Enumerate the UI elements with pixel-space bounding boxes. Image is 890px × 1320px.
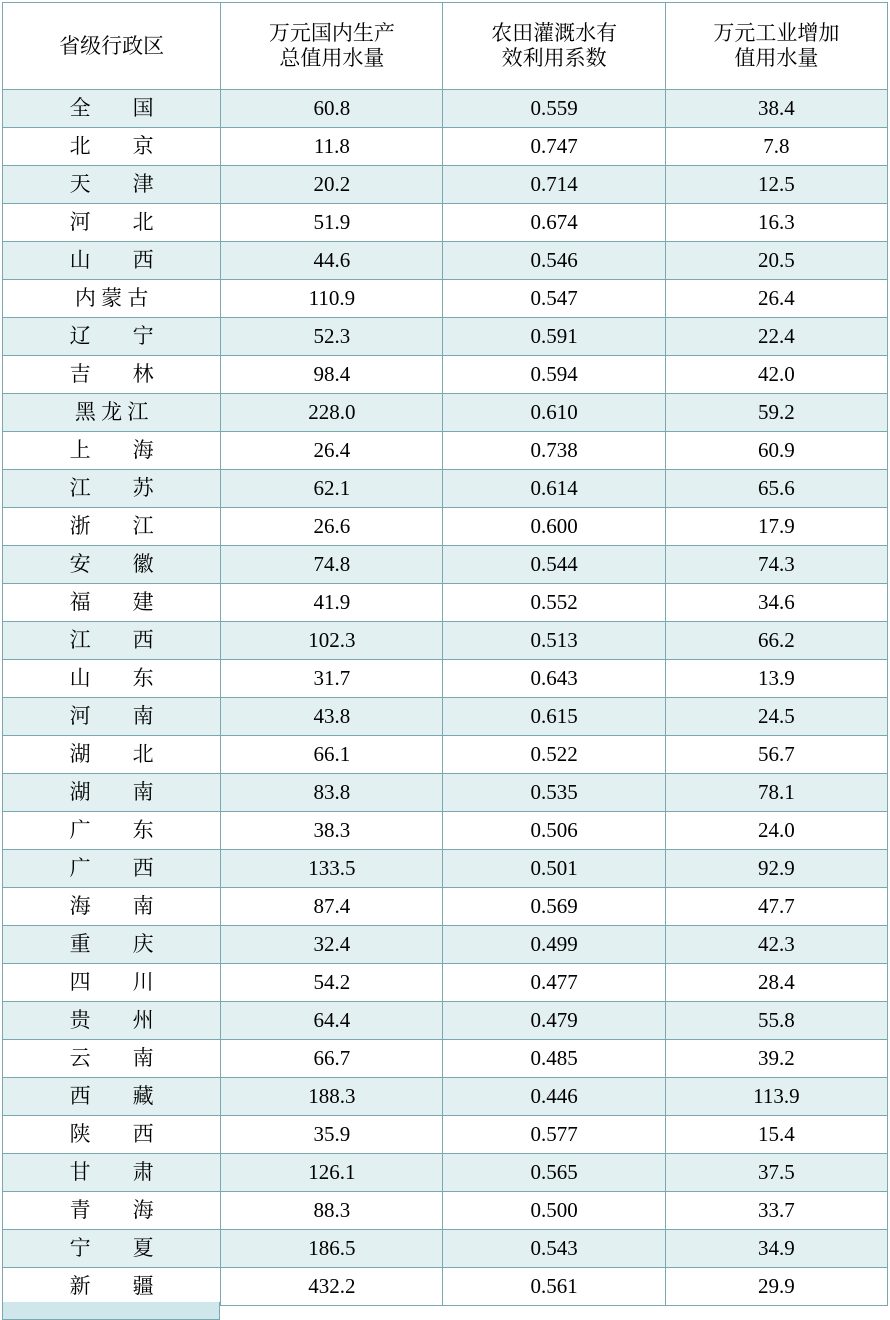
cell-gdp-water: 44.6: [221, 242, 443, 280]
cell-irrigation-coef: 0.600: [443, 508, 665, 546]
cell-irrigation-coef: 0.565: [443, 1154, 665, 1192]
cell-industry-water: 39.2: [665, 1040, 887, 1078]
cell-irrigation-coef: 0.477: [443, 964, 665, 1002]
cell-industry-water: 55.8: [665, 1002, 887, 1040]
cell-region: [3, 1230, 221, 1268]
cell-gdp-water: 66.7: [221, 1040, 443, 1078]
table-row: [3, 470, 888, 508]
region-name: 西 藏: [69, 1084, 154, 1109]
table-row: [3, 1078, 888, 1116]
cell-region: [3, 888, 221, 926]
column-header-irrigation-coef: [443, 3, 665, 90]
cell-region: [3, 242, 221, 280]
region-name: 贵 州: [69, 1008, 154, 1033]
cell-irrigation-coef: 0.544: [443, 546, 665, 584]
cell-gdp-water: 38.3: [221, 812, 443, 850]
cell-irrigation-coef: 0.738: [443, 432, 665, 470]
cell-gdp-water: 35.9: [221, 1116, 443, 1154]
table-row: [3, 356, 888, 394]
cell-gdp-water: 52.3: [221, 318, 443, 356]
region-name: 吉 林: [69, 362, 154, 387]
table-row: [3, 1002, 888, 1040]
table-row: [3, 888, 888, 926]
cell-industry-water: 60.9: [665, 432, 887, 470]
cell-industry-water: 42.0: [665, 356, 887, 394]
cell-region: [3, 1154, 221, 1192]
cell-industry-water: 26.4: [665, 280, 887, 318]
cell-gdp-water: 102.3: [221, 622, 443, 660]
cell-gdp-water: 110.9: [221, 280, 443, 318]
cell-region: [3, 280, 221, 318]
table-row: [3, 698, 888, 736]
cell-region: [3, 1192, 221, 1230]
cell-industry-water: 22.4: [665, 318, 887, 356]
table-row: [3, 90, 888, 128]
cell-region: [3, 736, 221, 774]
table-header: [3, 3, 888, 90]
cell-irrigation-coef: 0.479: [443, 1002, 665, 1040]
region-name: 山 西: [69, 248, 154, 273]
table-row: [3, 546, 888, 584]
table-row: [3, 204, 888, 242]
cell-industry-water: 15.4: [665, 1116, 887, 1154]
cell-industry-water: 24.5: [665, 698, 887, 736]
cell-gdp-water: 11.8: [221, 128, 443, 166]
cell-gdp-water: 26.4: [221, 432, 443, 470]
cell-industry-water: 24.0: [665, 812, 887, 850]
cell-irrigation-coef: 0.552: [443, 584, 665, 622]
cell-region: [3, 584, 221, 622]
cell-irrigation-coef: 0.561: [443, 1268, 665, 1306]
table-row: [3, 242, 888, 280]
cell-industry-water: 7.8: [665, 128, 887, 166]
cell-gdp-water: 54.2: [221, 964, 443, 1002]
cell-irrigation-coef: 0.535: [443, 774, 665, 812]
cell-irrigation-coef: 0.543: [443, 1230, 665, 1268]
cell-irrigation-coef: 0.546: [443, 242, 665, 280]
column-header-region-line-1: 省级行政区: [59, 33, 165, 58]
region-name: 河 南: [69, 704, 154, 729]
region-name: 福 建: [69, 590, 154, 615]
cell-irrigation-coef: 0.594: [443, 356, 665, 394]
table-row: [3, 166, 888, 204]
cell-gdp-water: 74.8: [221, 546, 443, 584]
column-header-industry-water-line-1: 万元工业增加: [713, 21, 840, 46]
cell-irrigation-coef: 0.614: [443, 470, 665, 508]
cell-region: [3, 394, 221, 432]
cell-industry-water: 47.7: [665, 888, 887, 926]
table-row: [3, 508, 888, 546]
table-row: [3, 850, 888, 888]
cell-gdp-water: 126.1: [221, 1154, 443, 1192]
cell-irrigation-coef: 0.559: [443, 90, 665, 128]
region-name: 海 南: [69, 894, 154, 919]
table-row: [3, 128, 888, 166]
table-header-row: [3, 3, 888, 90]
cell-gdp-water: 51.9: [221, 204, 443, 242]
table-row: [3, 394, 888, 432]
cell-region: [3, 1002, 221, 1040]
region-name: 内 蒙 古: [74, 286, 149, 311]
table-row: [3, 774, 888, 812]
region-name: 四 川: [69, 970, 154, 995]
cell-region: [3, 774, 221, 812]
cell-industry-water: 37.5: [665, 1154, 887, 1192]
cell-industry-water: 17.9: [665, 508, 887, 546]
cell-industry-water: 34.6: [665, 584, 887, 622]
table-row: [3, 318, 888, 356]
cell-industry-water: 16.3: [665, 204, 887, 242]
cell-industry-water: 13.9: [665, 660, 887, 698]
cell-region: [3, 1040, 221, 1078]
cell-region: [3, 546, 221, 584]
cell-irrigation-coef: 0.506: [443, 812, 665, 850]
column-header-irrigation-coef-line-2: 效利用系数: [501, 46, 607, 70]
cell-region: [3, 166, 221, 204]
cell-irrigation-coef: 0.499: [443, 926, 665, 964]
cell-industry-water: 74.3: [665, 546, 887, 584]
cell-irrigation-coef: 0.485: [443, 1040, 665, 1078]
region-name: 江 西: [69, 628, 154, 653]
table-row: [3, 584, 888, 622]
cell-irrigation-coef: 0.500: [443, 1192, 665, 1230]
cell-irrigation-coef: 0.522: [443, 736, 665, 774]
table-row: [3, 926, 888, 964]
column-header-industry-water: [665, 3, 887, 90]
cell-industry-water: 29.9: [665, 1268, 887, 1306]
column-header-gdp-water-line-1: 万元国内生产: [268, 21, 395, 46]
cell-gdp-water: 20.2: [221, 166, 443, 204]
cell-gdp-water: 88.3: [221, 1192, 443, 1230]
cell-irrigation-coef: 0.610: [443, 394, 665, 432]
cell-industry-water: 33.7: [665, 1192, 887, 1230]
cell-industry-water: 38.4: [665, 90, 887, 128]
table-row: [3, 1154, 888, 1192]
cell-gdp-water: 31.7: [221, 660, 443, 698]
table-row: [3, 280, 888, 318]
cell-region: [3, 432, 221, 470]
cell-industry-water: 78.1: [665, 774, 887, 812]
region-name: 陕 西: [69, 1122, 154, 1147]
region-name: 广 西: [69, 856, 154, 881]
region-name: 全 国: [69, 96, 154, 121]
cell-region: [3, 660, 221, 698]
cell-region: [3, 926, 221, 964]
cell-region: [3, 1116, 221, 1154]
cell-gdp-water: 60.8: [221, 90, 443, 128]
footer-strip: [2, 1302, 220, 1320]
table-row: [3, 964, 888, 1002]
region-name: 河 北: [69, 210, 154, 235]
cell-industry-water: 34.9: [665, 1230, 887, 1268]
cell-gdp-water: 133.5: [221, 850, 443, 888]
cell-irrigation-coef: 0.501: [443, 850, 665, 888]
cell-gdp-water: 188.3: [221, 1078, 443, 1116]
region-name: 青 海: [69, 1198, 154, 1223]
cell-irrigation-coef: 0.615: [443, 698, 665, 736]
region-name: 重 庆: [69, 932, 154, 957]
cell-industry-water: 65.6: [665, 470, 887, 508]
table-row: [3, 660, 888, 698]
cell-irrigation-coef: 0.747: [443, 128, 665, 166]
cell-region: [3, 128, 221, 166]
table-row: [3, 1230, 888, 1268]
region-name: 上 海: [69, 438, 154, 463]
table-row: [3, 812, 888, 850]
table-row: [3, 432, 888, 470]
table-row: [3, 1192, 888, 1230]
column-header-gdp-water-line-2: 总值用水量: [279, 46, 385, 70]
cell-irrigation-coef: 0.714: [443, 166, 665, 204]
cell-gdp-water: 66.1: [221, 736, 443, 774]
column-header-irrigation-coef-line-1: 农田灌溉水有: [491, 21, 618, 46]
cell-gdp-water: 186.5: [221, 1230, 443, 1268]
cell-gdp-water: 26.6: [221, 508, 443, 546]
table-row: [3, 1116, 888, 1154]
region-name: 浙 江: [69, 514, 154, 539]
cell-gdp-water: 41.9: [221, 584, 443, 622]
region-name: 江 苏: [69, 476, 154, 501]
region-name: 云 南: [69, 1046, 154, 1071]
cell-region: [3, 622, 221, 660]
column-header-industry-water-line-2: 值用水量: [734, 46, 819, 70]
region-name: 天 津: [69, 172, 154, 197]
cell-region: [3, 470, 221, 508]
region-name: 北 京: [69, 134, 154, 159]
cell-region: [3, 1078, 221, 1116]
cell-industry-water: 20.5: [665, 242, 887, 280]
cell-irrigation-coef: 0.547: [443, 280, 665, 318]
region-name: 安 徽: [69, 552, 154, 577]
cell-region: [3, 204, 221, 242]
cell-gdp-water: 64.4: [221, 1002, 443, 1040]
cell-industry-water: 12.5: [665, 166, 887, 204]
cell-gdp-water: 98.4: [221, 356, 443, 394]
region-name: 湖 北: [69, 742, 154, 767]
table-row: [3, 1268, 888, 1306]
region-name: 湖 南: [69, 780, 154, 805]
cell-industry-water: 66.2: [665, 622, 887, 660]
cell-region: [3, 850, 221, 888]
region-name: 甘 肃: [69, 1160, 154, 1185]
table-row: [3, 1040, 888, 1078]
cell-gdp-water: 62.1: [221, 470, 443, 508]
table-row: [3, 736, 888, 774]
cell-industry-water: 92.9: [665, 850, 887, 888]
cell-industry-water: 42.3: [665, 926, 887, 964]
cell-region: [3, 1268, 221, 1306]
region-name: 新 疆: [69, 1274, 154, 1299]
cell-gdp-water: 32.4: [221, 926, 443, 964]
cell-gdp-water: 87.4: [221, 888, 443, 926]
cell-irrigation-coef: 0.591: [443, 318, 665, 356]
cell-region: [3, 356, 221, 394]
region-name: 广 东: [69, 818, 154, 843]
cell-irrigation-coef: 0.643: [443, 660, 665, 698]
water-indicator-table: [2, 2, 888, 1306]
cell-gdp-water: 83.8: [221, 774, 443, 812]
cell-gdp-water: 43.8: [221, 698, 443, 736]
column-header-region: [3, 3, 221, 90]
cell-region: [3, 964, 221, 1002]
region-name: 黑 龙 江: [74, 400, 149, 425]
cell-industry-water: 113.9: [665, 1078, 887, 1116]
table-row: [3, 622, 888, 660]
cell-region: [3, 812, 221, 850]
region-name: 山 东: [69, 666, 154, 691]
region-name: 辽 宁: [69, 324, 154, 349]
region-name: 宁 夏: [69, 1236, 154, 1261]
cell-industry-water: 56.7: [665, 736, 887, 774]
cell-gdp-water: 432.2: [221, 1268, 443, 1306]
cell-industry-water: 28.4: [665, 964, 887, 1002]
column-header-gdp-water: [221, 3, 443, 90]
cell-irrigation-coef: 0.577: [443, 1116, 665, 1154]
cell-industry-water: 59.2: [665, 394, 887, 432]
cell-gdp-water: 228.0: [221, 394, 443, 432]
cell-irrigation-coef: 0.513: [443, 622, 665, 660]
cell-region: [3, 698, 221, 736]
cell-region: [3, 318, 221, 356]
cell-region: [3, 508, 221, 546]
cell-region: [3, 90, 221, 128]
table-body: [3, 90, 888, 1306]
cell-irrigation-coef: 0.674: [443, 204, 665, 242]
cell-irrigation-coef: 0.569: [443, 888, 665, 926]
cell-irrigation-coef: 0.446: [443, 1078, 665, 1116]
